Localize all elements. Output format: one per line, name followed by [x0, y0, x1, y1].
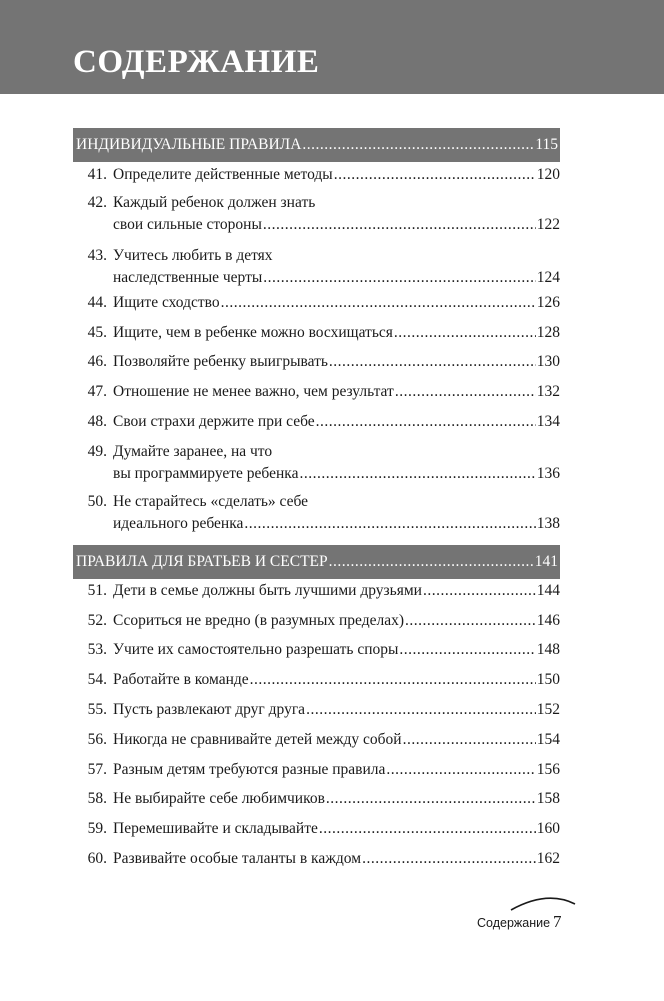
dot-leader	[386, 759, 535, 781]
entry-number: 41.	[87, 166, 107, 183]
entry-page-number: 138	[536, 515, 560, 532]
footer-label: Содержание	[477, 916, 551, 930]
entry-number: 42.	[87, 194, 107, 211]
dot-leader	[329, 553, 534, 571]
entry-page-number: 156	[536, 761, 560, 778]
entry-page-number: 130	[536, 353, 560, 370]
entry-title-line-1: Не старайтесь «сделать» себе	[113, 493, 309, 510]
entry-number: 55.	[87, 701, 107, 718]
dot-leader	[319, 818, 536, 840]
dot-leader	[244, 513, 535, 535]
dot-leader	[423, 580, 536, 602]
dot-leader	[403, 729, 536, 751]
section-page-number: 115	[535, 136, 558, 153]
entry-title-line-2: идеального ребенка	[113, 515, 244, 532]
entry-number: 49.	[87, 443, 107, 460]
entry-page-number: 150	[536, 671, 560, 688]
entry-number: 59.	[87, 820, 107, 837]
entry-page-number: 124	[536, 269, 560, 286]
entry-title: Учите их самостоятельно разрешать споры	[113, 641, 399, 658]
dot-leader	[263, 267, 535, 289]
entry-page-number: 120	[536, 166, 560, 183]
entry-title: Отношение не менее важно, чем результат	[113, 383, 394, 400]
entry-number: 47.	[87, 383, 107, 400]
entry-title: Перемешивайте и складывайте	[113, 820, 318, 837]
entry-page-number: 146	[536, 612, 560, 629]
entry-title: Определите действенные методы	[113, 166, 333, 183]
dot-leader	[263, 214, 536, 236]
entry-title: Дети в семье должны быть лучшими друзьями	[113, 582, 422, 599]
section-page-number: 141	[534, 553, 558, 570]
entry-number: 48.	[87, 413, 107, 430]
section-title: ИНДИВИДУАЛЬНЫЕ ПРАВИЛА	[76, 136, 302, 153]
entry-page-number: 154	[536, 731, 560, 748]
entry-title: Пусть развлекают друг друга	[113, 701, 306, 718]
entry-page-number: 152	[536, 701, 560, 718]
entry-title: Позволяйте ребенку выигрывать	[113, 353, 328, 370]
entry-page-number: 128	[536, 324, 560, 341]
section-heading-siblings[interactable]	[73, 545, 560, 579]
dot-leader	[326, 788, 536, 810]
entry-title-line-1: Думайте заранее, на что	[113, 443, 273, 460]
entry-title: Ищите, чем в ребенке можно восхищаться	[113, 324, 393, 341]
entry-title: Ищите сходство	[113, 294, 220, 311]
dot-leader	[362, 848, 536, 870]
page-title: СОДЕРЖАНИЕ	[73, 44, 320, 80]
entry-title-line-1: Учитесь любить в детях	[113, 247, 273, 264]
entry-page-number: 132	[536, 383, 560, 400]
dot-leader	[399, 639, 535, 661]
footer-page-number: 7	[553, 912, 562, 931]
dot-leader	[394, 322, 536, 344]
section-title: ПРАВИЛА ДЛЯ БРАТЬЕВ И СЕСТЕР	[76, 553, 328, 570]
dot-leader	[316, 411, 536, 433]
dot-leader	[306, 699, 536, 721]
section-heading-individual[interactable]	[73, 128, 560, 162]
entry-page-number: 126	[536, 294, 560, 311]
entry-title-line-2: вы программируете ребенка	[113, 465, 299, 482]
entry-number: 46.	[87, 353, 107, 370]
entry-title: Работайте в команде	[113, 671, 249, 688]
entry-page-number: 158	[536, 790, 560, 807]
entry-number: 44.	[87, 294, 107, 311]
entry-page-number: 136	[536, 465, 560, 482]
dot-leader	[334, 164, 536, 186]
entry-number: 43.	[87, 247, 107, 264]
dot-leader	[221, 292, 536, 314]
entry-title-line-1: Каждый ребенок должен знать	[113, 194, 316, 211]
entry-title: Разным детям требуются разные правила	[113, 761, 386, 778]
entry-number: 53.	[87, 641, 107, 658]
entry-title-line-2: наследственные черты	[113, 269, 263, 286]
dot-leader	[329, 351, 536, 373]
dot-leader	[299, 463, 535, 485]
entry-title: Ссориться не вредно (в разумных пределах)	[113, 612, 405, 629]
entry-page-number: 162	[536, 850, 560, 867]
entry-number: 51.	[87, 582, 107, 599]
entry-number: 54.	[87, 671, 107, 688]
entry-number: 50.	[87, 493, 107, 510]
dot-leader	[250, 669, 536, 691]
entry-number: 52.	[87, 612, 107, 629]
dot-leader	[302, 136, 534, 154]
footer-arc-ornament	[509, 888, 579, 918]
entry-title: Свои страхи держите при себе	[113, 413, 315, 430]
entry-page-number: 134	[536, 413, 560, 430]
entry-page-number: 144	[536, 582, 560, 599]
entry-page-number: 148	[536, 641, 560, 658]
entry-number: 57.	[87, 761, 107, 778]
entry-page-number: 160	[536, 820, 560, 837]
entry-title: Развивайте особые таланты в каждом	[113, 850, 362, 867]
dot-leader	[395, 381, 536, 403]
entry-title-line-2: свои сильные стороны	[113, 216, 262, 233]
entry-number: 58.	[87, 790, 107, 807]
entry-title: Не выбирайте себе любимчиков	[113, 790, 325, 807]
entry-number: 45.	[87, 324, 107, 341]
dot-leader	[405, 610, 536, 632]
entry-number: 56.	[87, 731, 107, 748]
entry-number: 60.	[87, 850, 107, 867]
entry-title: Никогда не сравнивайте детей между собой	[113, 731, 402, 748]
entry-page-number: 122	[536, 216, 560, 233]
